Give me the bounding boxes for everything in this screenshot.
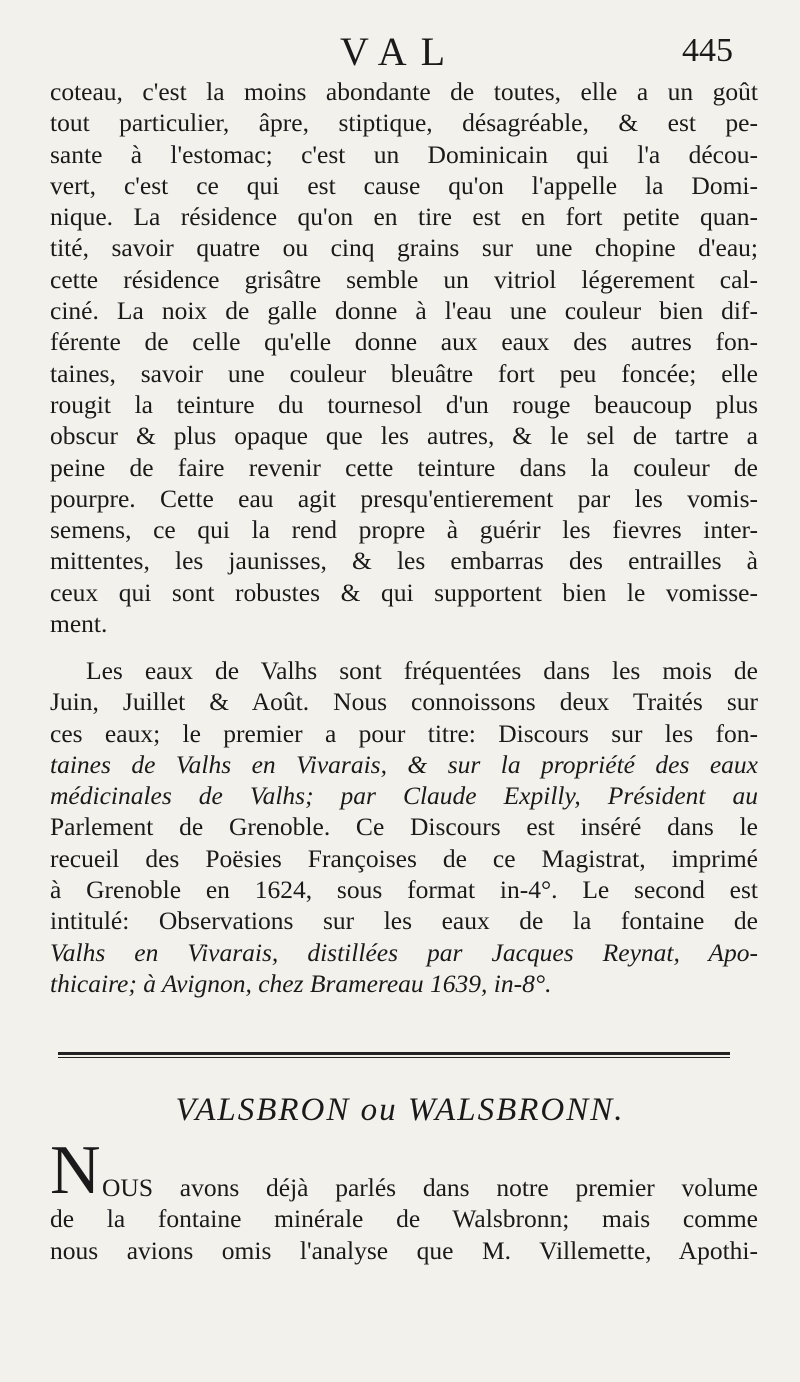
text-line: tout particulier, âpre, stiptique, désagréable, & est pe- xyxy=(50,108,758,138)
text-line: taines, savoir une couleur bleuâtre fort peu foncée; elle xyxy=(50,358,758,388)
drop-cap: N xyxy=(50,1132,101,1209)
section-title: VALSBRON ou WALSBRONN. xyxy=(175,1092,625,1128)
text-line: mittentes, les jaunisses, & les embarras des entrailles à xyxy=(50,546,758,576)
text-line: taines de Valhs en Vivarais, & sur la propriété des eaux xyxy=(50,749,758,779)
text-line: Valhs en Vivarais, distillées par Jacques Reynat, Apo- xyxy=(50,937,758,967)
text-line: vert, c'est ce qui est cause qu'on l'appelle la Domi- xyxy=(50,170,758,200)
text-line: obscur & plus opaque que les autres, & le sel de tartre a xyxy=(50,421,758,451)
text-line: semens, ce qui la rend propre à guérir les fievres inter- xyxy=(50,515,758,545)
text-line: peine de faire revenir cette teinture dans la couleur de xyxy=(50,452,758,482)
text-line: cette résidence grisâtre semble un vitriol légerement cal- xyxy=(50,264,758,294)
running-head-title: VAL xyxy=(340,29,460,74)
text-line: nique. La résidence qu'on en tire est en fort petite quan- xyxy=(50,202,758,232)
text-line: coteau, c'est la moins abondante de toutes, elle a un goût xyxy=(50,77,758,106)
text-line: Parlement de Grenoble. Ce Discours est inséré dans le xyxy=(50,812,758,842)
text-line: médicinales de Valhs; par Claude Expilly, Président au xyxy=(50,781,758,811)
text-line: à Grenoble en 1624, sous format in-4°. Le second est xyxy=(50,875,758,905)
text-line: de la fontaine minérale de Walsbronn; mais comme xyxy=(50,1204,758,1234)
text-line: tité, savoir quatre ou cinq grains sur une chopine d'eau; xyxy=(50,233,758,263)
text-line: férente de celle qu'elle donne aux eaux des autres fon- xyxy=(50,327,758,357)
text-line: nous avions omis l'analyse que M. Villemette, Apothi- xyxy=(50,1235,758,1265)
text-line: ciné. La noix de galle donne à l'eau une couleur bien dif- xyxy=(50,296,758,326)
paragraph-1 xyxy=(50,76,758,639)
paragraph-2 xyxy=(50,655,758,999)
text-line: Juin, Juillet & Août. Nous connoissons deux Traités sur xyxy=(50,687,758,717)
text-line: ment. xyxy=(50,609,108,639)
text-line: pourpre. Cette eau agit presqu'entierement par les vomis- xyxy=(50,483,758,513)
text-line: recueil des Poësies Françoises de ce Magistrat, imprimé xyxy=(50,843,758,873)
text-line: intitulé: Observations sur les eaux de la fontaine de xyxy=(50,906,758,936)
text-line: OUS avons déjà parlés dans notre premier volume xyxy=(102,1173,758,1202)
section-divider xyxy=(58,1052,730,1058)
text-line: thicaire; à Avignon, chez Bramereau 1639, in-8°. xyxy=(50,968,552,998)
section-paragraph xyxy=(50,1172,758,1266)
text-line: ceux qui sont robustes & qui supportent bien le vomisse- xyxy=(50,577,758,607)
text-line: ces eaux; le premier a pour titre: Discours sur les fon- xyxy=(50,718,758,748)
text-line: rougit la teinture du tournesol d'un rouge beaucoup plus xyxy=(50,389,758,419)
text-line: sante à l'estomac; c'est un Dominicain qui l'a décou- xyxy=(50,139,758,169)
running-head xyxy=(0,22,800,72)
page-number: 445 xyxy=(682,32,733,69)
text-line: Les eaux de Valhs sont fréquentées dans les mois de xyxy=(86,656,758,685)
